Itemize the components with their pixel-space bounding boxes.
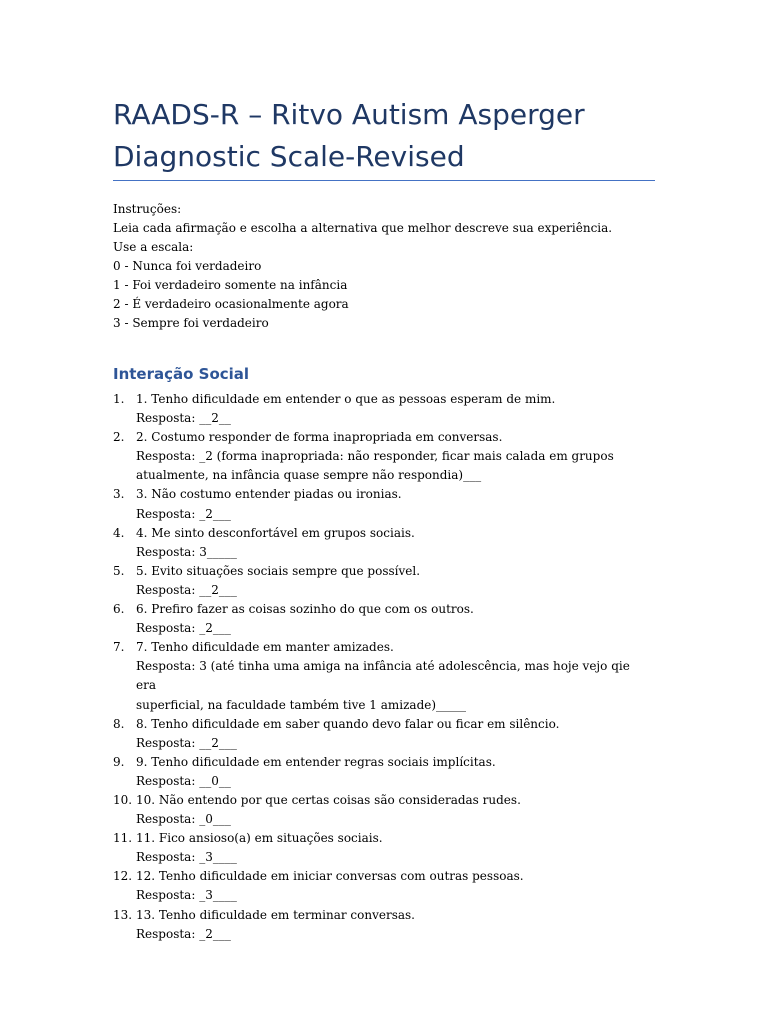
question-number: 10.	[113, 792, 133, 807]
question-item	[113, 485, 653, 523]
question-number: 4.	[113, 525, 125, 540]
question-text: 11. Fico ansioso(a) em situações sociais.	[136, 831, 383, 846]
document-title-line1: RAADS-R – Ritvo Autism Asperger	[113, 98, 585, 131]
question-item	[113, 906, 653, 944]
scale-label: Use a escala:	[113, 240, 194, 254]
question-number: 5.	[113, 563, 125, 578]
question-answer: Resposta: _2 (forma inapropriada: não responder, ficar mais calada em grupos	[136, 449, 614, 464]
question-number: 1.	[113, 392, 125, 406]
question-answer: Resposta: __0__	[136, 773, 231, 788]
question-answer: Resposta: _2___	[136, 621, 231, 636]
scale-option-1: 1 - Foi verdadeiro somente na infância	[113, 278, 348, 292]
question-item	[113, 600, 653, 638]
question-text: 9. Tenho dificuldade em entender regras sociais implícitas.	[136, 754, 496, 769]
question-number: 8.	[113, 716, 125, 731]
instructions-text: Leia cada afirmação e escolha a alternativa que melhor descreve sua experiência.	[113, 221, 613, 235]
question-text: 5. Evito situações sociais sempre que possível.	[136, 563, 421, 578]
question-item	[113, 524, 653, 562]
question-text: 6. Prefiro fazer as coisas sozinho do que com os outros.	[136, 602, 474, 617]
question-answer: Resposta: __2___	[136, 735, 237, 750]
question-text: 1. Tenho dificuldade em entender o que as pessoas esperam de mim.	[136, 392, 556, 406]
instructions-heading: Instruções:	[113, 202, 182, 216]
scale-option-0: 0 - Nunca foi verdadeiro	[113, 259, 262, 273]
question-answer: Resposta: _3____	[136, 850, 237, 865]
question-number: 11.	[113, 831, 133, 846]
scale-option-3: 3 - Sempre foi verdadeiro	[113, 316, 269, 330]
question-item	[113, 867, 653, 905]
question-number: 13.	[113, 907, 133, 922]
question-text: 7. Tenho dificuldade em manter amizades.	[136, 640, 394, 655]
question-item	[113, 390, 653, 428]
question-answer: Resposta: __2__	[136, 411, 231, 426]
question-number: 6.	[113, 602, 125, 617]
question-answer: Resposta: _2___	[136, 506, 231, 521]
title-divider	[113, 180, 655, 181]
question-item	[113, 638, 653, 714]
question-number: 12.	[113, 869, 133, 884]
question-answer: Resposta: 3 (até tinha uma amiga na infância até adolescência, mas hoje vejo qie era	[136, 659, 630, 693]
question-item	[113, 753, 653, 791]
question-number: 7.	[113, 640, 125, 655]
question-text: 13. Tenho dificuldade em terminar conversas.	[136, 907, 415, 922]
question-answer: superficial, na faculdade também tive 1 amizade)_____	[136, 697, 467, 712]
scale-option-2: 2 - É verdadeiro ocasionalmente agora	[113, 297, 349, 311]
question-answer: atualmente, na infância quase sempre não respondia)___	[136, 468, 482, 483]
question-item	[113, 428, 653, 485]
question-item	[113, 791, 653, 829]
question-number: 9.	[113, 754, 125, 769]
question-item	[113, 715, 653, 753]
question-text: 4. Me sinto desconfortável em grupos sociais.	[136, 525, 415, 540]
document-title-line2: Diagnostic Scale-Revised	[113, 140, 465, 173]
question-answer: Resposta: _3____	[136, 888, 237, 903]
question-text: 12. Tenho dificuldade em iniciar conversas com outras pessoas.	[136, 869, 524, 884]
document-title	[113, 94, 673, 178]
instructions-block	[113, 200, 673, 333]
section-heading: Interação Social	[113, 365, 250, 383]
question-text: 3. Não costumo entender piadas ou ironias.	[136, 487, 402, 502]
question-number: 2.	[113, 430, 125, 445]
question-text: 2. Costumo responder de forma inapropriada em conversas.	[136, 430, 503, 445]
question-answer: Resposta: 3_____	[136, 544, 237, 559]
question-item	[113, 562, 653, 600]
question-text: 8. Tenho dificuldade em saber quando devo falar ou ficar em silêncio.	[136, 716, 560, 731]
question-number: 3.	[113, 487, 125, 502]
question-answer: Resposta: _2___	[136, 926, 231, 941]
question-answer: Resposta: __2___	[136, 582, 237, 597]
question-list	[113, 390, 653, 944]
question-item	[113, 829, 653, 867]
question-text: 10. Não entendo por que certas coisas são consideradas rudes.	[136, 792, 521, 807]
question-answer: Resposta: _0___	[136, 812, 231, 827]
